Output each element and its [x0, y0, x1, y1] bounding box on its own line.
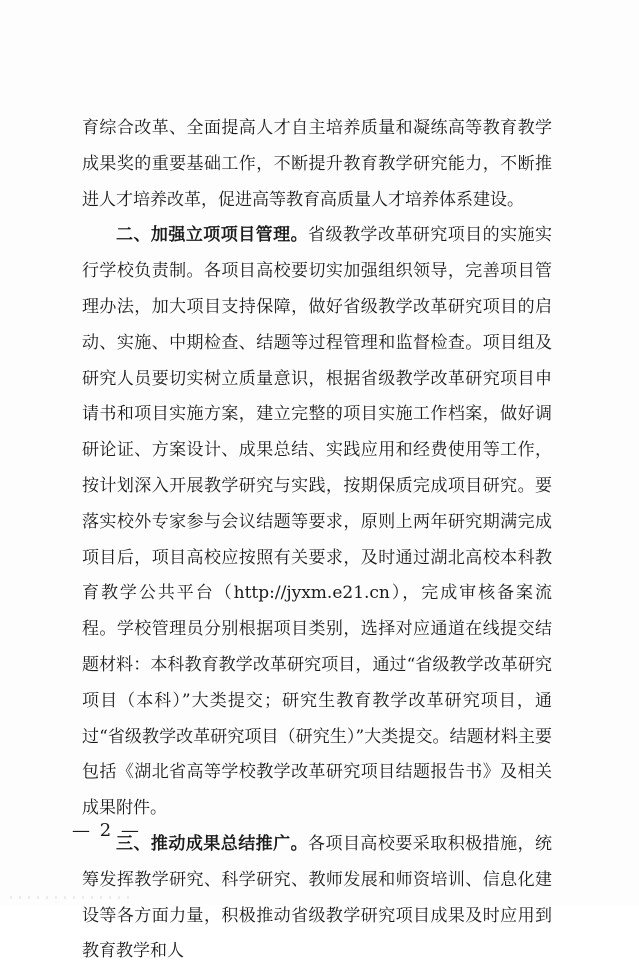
paragraph-text: 育综合改革、全面提高人才自主培养质量和凝练高等教育教学成果奖的重要基础工作，不断提升教育教学研究能力，不断推进人才培养改革，促进高等教育高质量人才培养体系建设。: [82, 118, 552, 210]
scan-artifact: [10, 896, 130, 899]
page-number: — 2 —: [72, 820, 141, 841]
paragraph-section-two: [82, 218, 552, 827]
paragraph-continuation: [82, 111, 552, 218]
paragraph-text: 省级教学改革研究项目的实施实行学校负责制。各项目高校要切实加强组织领导，完善项目管理办法，加大项目支持保障，做好省级教学改革研究项目的启动、实施、中期检查、结题等过程管理和监督检查。项目组及研究人员要切实树立质量意识，根据省级教学改革研究项目申请书和项目实施方案，建立完整的项目实施工作档案，做好调研论证、方案设计、成果总结、实践应用和经费使用等工作，按计划深入开展教学研究与实践，按期保质完成项目研究。要落实校外专家参与会议结题等要求，原则上两年研究期满完成项目后，项目高校应按照有关要求，及时通过湖北高校本科教育教学公共平台（http://jyxm.e21.cn），完成审核备案流程。学校管理员分别根据项目类别，选择对应通道在线提交结题材料：本科教育教学改革研究项目，通过“省级教学改革研究项目（本科）”大类提交；研究生教育教学改革研究项目，通过“省级教学改革研究项目（研究生）”大类提交。结题材料主要包括《湖北省高等学校教学改革研究项目结题报告书》及相关成果附件。: [82, 225, 553, 819]
document-body: [82, 111, 552, 970]
section-heading: 三、推动成果总结推广。: [116, 833, 309, 854]
paragraph-text: 各项目高校要采取积极措施，统筹发挥教学研究、科学研究、教师发展和师资培训、信息化建设等各方面力量，积极推动省级教学研究项目成果及时应用到教育教学和人: [82, 833, 553, 962]
paragraph-section-three: [82, 827, 552, 970]
section-heading: 二、加强立项项目管理。: [116, 225, 309, 246]
